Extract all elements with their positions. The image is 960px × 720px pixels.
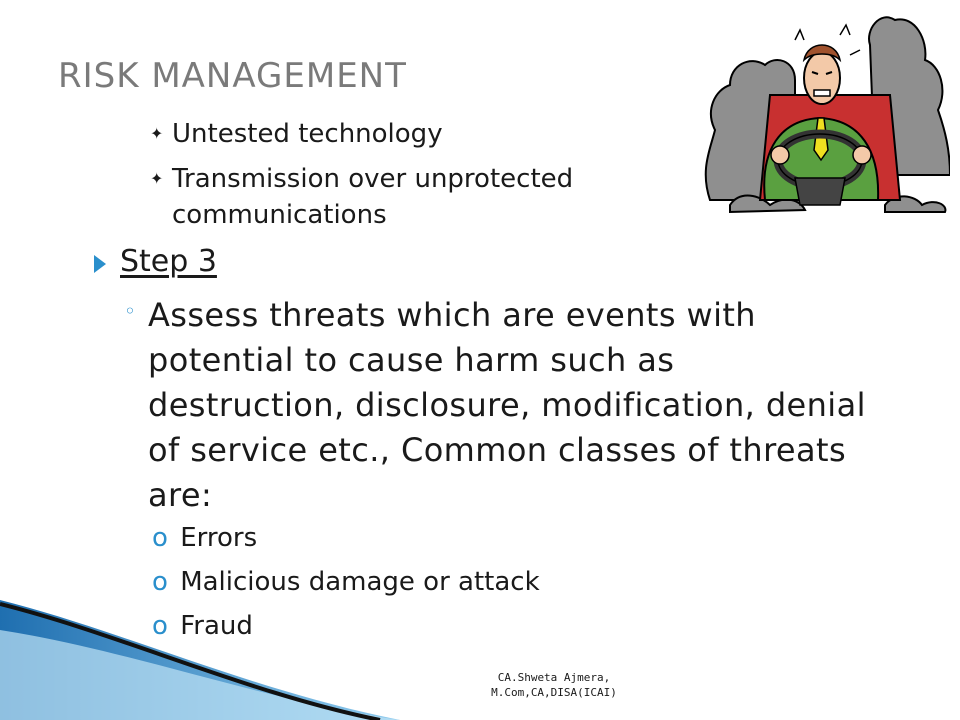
footer-credit: CA.Shweta Ajmera, M.Com,CA,DISA(ICAI) [491,671,617,699]
sub-bullet-marker: o [152,611,168,641]
sub-bullet-marker: o [152,567,168,597]
sub-item [152,521,257,555]
sub-item-text: Fraud [180,611,253,641]
step-heading: Step 3 [120,244,217,279]
sub-item-text: Errors [180,523,258,553]
slide-title: RISK MANAGEMENT [58,56,407,96]
sub-bullet-marker: o [152,523,168,553]
decorative-swoosh [0,590,400,720]
bullet-item [150,116,443,152]
threat-paragraph: Assess threats which are events with potential to cause harm such as destruction, disclosure, modification, denial of service etc., Common classes of threats are: [148,296,866,514]
bullet-text: Untested technology [172,119,443,149]
stressed-driver-illustration [700,0,950,215]
sub-item-text: Malicious damage or attack [180,567,540,597]
small-diamond-bullet-icon: ✦ [150,169,164,188]
bullet-item [150,161,692,233]
bullet-text: Transmission over unprotected communications [172,164,574,230]
small-diamond-bullet-icon: ✦ [150,124,164,143]
hollow-circle-bullet-icon: ◦ [124,299,136,323]
triangle-arrow-bullet-icon [94,255,106,273]
